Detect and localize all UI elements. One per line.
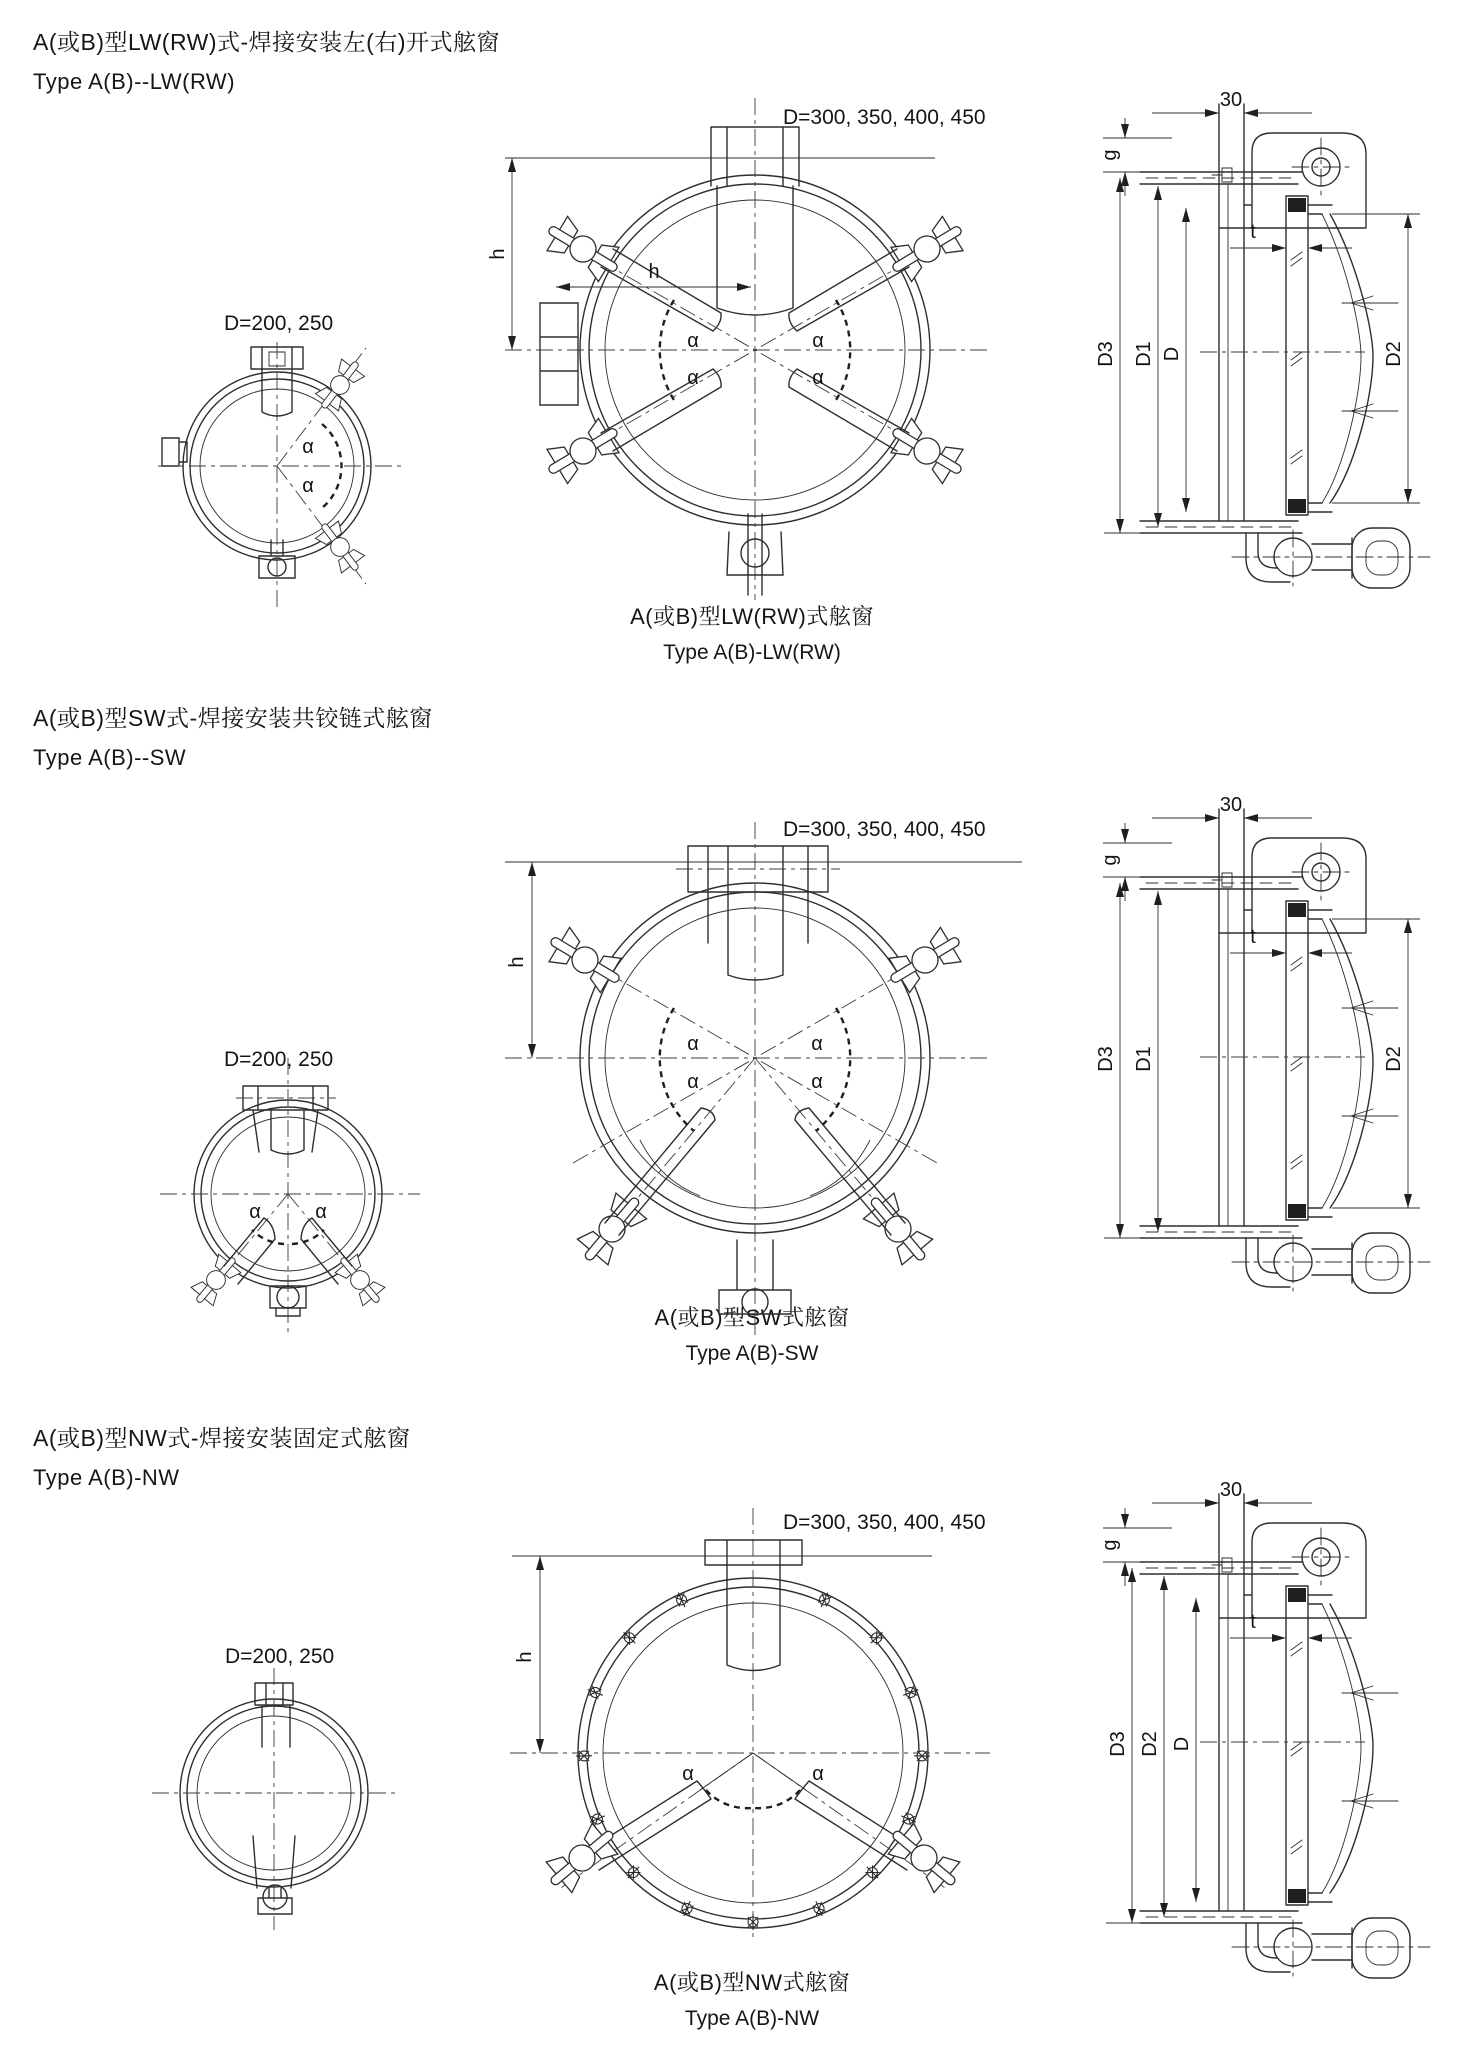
dim-label-D2: D2 (1139, 1731, 1161, 1757)
section-title-en: Type A(B)-NW (33, 1465, 180, 1490)
lw-side-dims (1095, 89, 1420, 533)
dim-label-g: g (1099, 1539, 1121, 1551)
angle-label-alpha: α (682, 1763, 694, 1785)
nw-small-view (152, 1645, 400, 1930)
d im-label-g: g (1099, 854, 1121, 866)
caption-en: Type A(B)-NW (684, 2007, 820, 2030)
section-title-en: Type A(B)--LW(RW) (33, 69, 236, 94)
sw-large-view (505, 818, 1022, 1335)
angle-label-alpha: α (811, 1033, 823, 1055)
caption-zh: A(或B)型NW式舷窗 (653, 1970, 851, 1995)
dim-label-D3: D3 (1095, 341, 1117, 367)
section-title-zh: A(或B)型LW(RW)式-焊接安装左(右)开式舷窗 (33, 29, 500, 55)
nw-side-dims (1099, 1479, 1365, 1923)
dim-label-D: D (1161, 346, 1183, 362)
diameter-values-label: D=200, 250 (225, 1645, 335, 1668)
dim-label-D1: D1 (1133, 1046, 1155, 1072)
dim-label-t: t (1250, 221, 1256, 243)
sw-side-dims (1095, 794, 1420, 1238)
angle-label-alpha: α (249, 1201, 261, 1223)
caption-zh: A(或B)型LW(RW)式舷窗 (630, 604, 874, 629)
lw-small-view (158, 312, 402, 608)
angle-label-alpha: α (687, 330, 699, 352)
lw-large-view (487, 98, 992, 600)
angle-label-alpha: α (687, 1033, 699, 1055)
section-title-zh: A(或B)型SW式-焊接安装共铰链式舷窗 (33, 705, 433, 731)
dim-label-t: t (1250, 1611, 1256, 1633)
angle-label-alpha: α (812, 1763, 824, 1785)
dim-label-30: 30 (1219, 89, 1243, 111)
section-title-zh: A(或B)型NW式-焊接安装固定式舷窗 (33, 1425, 411, 1451)
caption-zh: A(或B)型SW式舷窗 (654, 1305, 850, 1330)
dim-label-D3: D3 (1107, 1731, 1129, 1757)
angle-label-alpha: α (302, 436, 314, 458)
diameter-values-label: D=300, 350, 400, 450 (783, 818, 986, 841)
lw-drawings (158, 89, 1430, 608)
diameter-values-label: D=300, 350, 400, 450 (783, 106, 986, 129)
dim-label-30: 30 (1219, 794, 1243, 816)
dim-label-D3: D3 (1095, 1046, 1117, 1072)
angle-label-alpha: α (812, 367, 824, 389)
height-label-h: h (514, 1651, 536, 1663)
dim-label-g: g (1099, 149, 1121, 161)
angle-label-alpha: α (687, 367, 699, 389)
dim-label-D2: D2 (1383, 1046, 1405, 1072)
height-label-h: h (506, 956, 528, 968)
nw-large-view (510, 1508, 990, 1938)
section-title-en: Type A(B)--SW (33, 745, 187, 770)
angle-label-alpha: α (812, 330, 824, 352)
nw-drawings (152, 1479, 1430, 1978)
angle-label-alpha: α (687, 1071, 699, 1093)
dim-label-D2: D2 (1383, 341, 1405, 367)
dim-label-D1: D1 (1133, 341, 1155, 367)
angle-label-alpha: α (811, 1071, 823, 1093)
diameter-values-label: D=200, 250 (224, 1048, 334, 1071)
dim-label-30: 30 (1219, 1479, 1243, 1501)
angle-label-alpha: α (315, 1201, 327, 1223)
dim-label-t: t (1250, 926, 1256, 948)
height-label-h: h (487, 248, 509, 260)
sw-small-view (160, 1048, 420, 1332)
caption-en: Type A(B)-LW(RW) (663, 641, 841, 664)
diameter-values-label: D=200, 250 (224, 312, 334, 335)
caption-en: Type A(B)-SW (685, 1342, 819, 1365)
height-label-h: h (648, 261, 660, 283)
sw-drawings (160, 794, 1430, 1335)
diameter-values-label: D=300, 350, 400, 450 (783, 1511, 986, 1534)
angle-label-alpha: α (302, 475, 314, 497)
dim-label-D: D (1171, 1736, 1193, 1752)
